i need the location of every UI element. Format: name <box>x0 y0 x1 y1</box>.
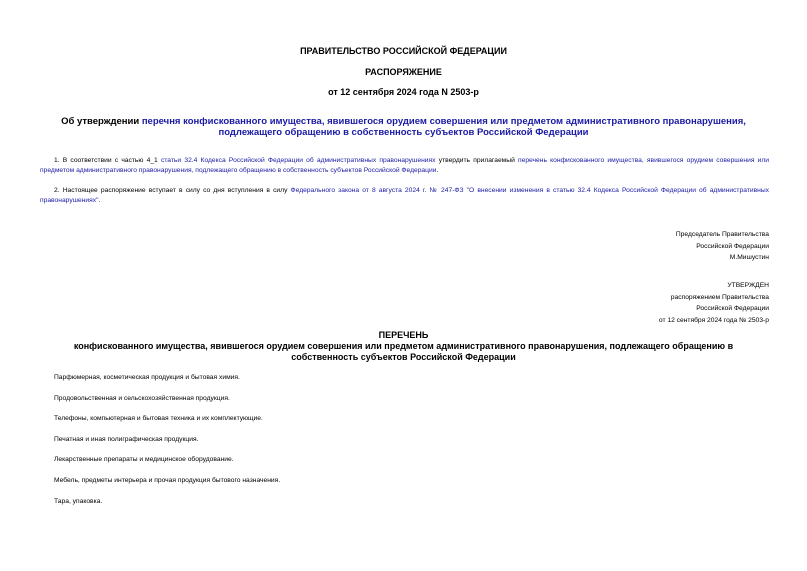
approval-by: распоряжением Правительства <box>670 293 769 301</box>
signature-position: Председатель Правительства <box>675 231 769 238</box>
approval-country: Российской Федерации <box>696 305 769 312</box>
list-item: Мебель, предметы интерьера и прочая продукция бытового назначения. <box>54 476 281 484</box>
signature-block <box>676 229 769 264</box>
code-article-link[interactable]: статьи 32.4 Кодекса Российской Федерации об административных правонарушениях <box>160 157 436 164</box>
paragraph-2-text-b: . <box>98 197 101 204</box>
property-list <box>54 373 280 517</box>
paragraph-2 <box>40 186 769 206</box>
government-header: ПРАВИТЕЛЬСТВО РОССИЙСКОЙ ФЕДЕРАЦИИ <box>300 46 507 56</box>
list-heading-title: ПЕРЕЧЕНЬ <box>378 330 429 340</box>
list-item: Телефоны, компьютерная и бытовая техника и их комплектующие. <box>54 415 263 423</box>
document-title <box>40 116 767 138</box>
list-item: Тара, упаковка. <box>54 497 103 505</box>
approval-label: УТВЕРЖДЕН <box>727 282 769 289</box>
paragraph-2-text-a: 2. Настоящее распоряжение вступает в силу со дня вступления в силу <box>54 187 291 194</box>
paragraph-1-text-c: . <box>436 167 439 174</box>
list-item: Парфюмерная, косметическая продукция и бытовая химия. <box>54 374 240 381</box>
list-item: Лекарственные препараты и медицинское оборудование. <box>54 456 234 464</box>
title-prefix: Об утверждении <box>61 116 142 127</box>
list-heading <box>40 330 767 363</box>
paragraph-1-text-a: 1. В соответствии с частью 4_1 <box>54 157 161 164</box>
list-heading-subtitle: конфискованного имущества, явившегося орудием совершения или предметом административного правонарушения, подлежащего обращению в собственность субъектов Российской Федерации <box>73 341 734 362</box>
document-date-number: от 12 сентября 2024 года N 2503-р <box>328 87 479 97</box>
document-type-heading: РАСПОРЯЖЕНИЕ <box>365 67 442 77</box>
federal-law-link[interactable]: Федерального закона от 8 августа 2024 г. № 247-ФЗ "О внесении изменения в статью 32.4 Кодекса Российской Федерации об административных правонарушениях" <box>40 187 769 204</box>
approval-block <box>659 280 769 326</box>
title-list-link[interactable]: перечня конфискованного имущества, явившегося орудием совершения или предметом административного правонарушения, подлежащего обращению в собственность субъектов Российской Федерации <box>141 116 746 138</box>
list-link[interactable]: перечень конфискованного имущества, явившегося орудием совершения или предметом административного правонарушения, подлежащего обращению в собственность субъектов Российской Федерации <box>40 157 770 174</box>
signature-name: М.Мишустин <box>729 254 769 261</box>
list-item: Печатная и иная полиграфическая продукция. <box>54 435 199 443</box>
paragraph-1-text-b: утвердить прилагаемый <box>435 157 518 164</box>
paragraph-1 <box>40 156 769 176</box>
list-item: Продовольственная и сельскохозяйственная продукция. <box>54 394 230 402</box>
signature-country: Российской Федерации <box>696 242 769 250</box>
approval-date: от 12 сентября 2024 года № 2503-р <box>658 316 769 324</box>
